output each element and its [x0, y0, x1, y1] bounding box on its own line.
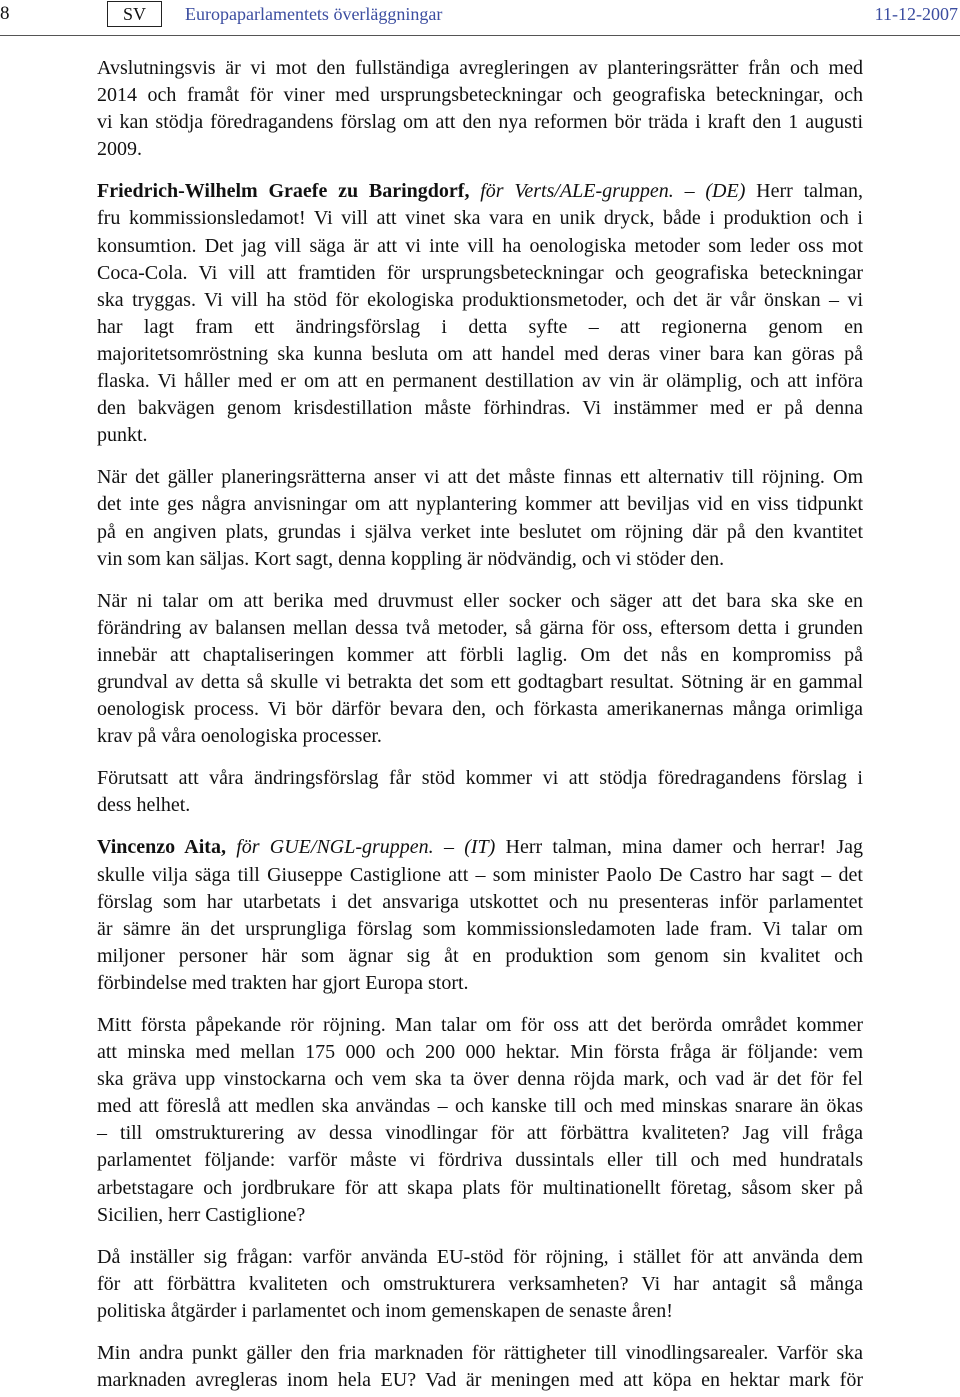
- text-line: det inte ges några anvisningar om att nyplantering kommer att beviljas vid en viss tidpunkt: [97, 493, 863, 516]
- political-group: för Verts/ALE-gruppen.: [480, 180, 674, 203]
- text-line: med att föreslå att medlen ska användas – och kanske till och med minskas snarare än ökas: [97, 1095, 863, 1118]
- text-line: innebär att chaptaliseringen kommer att förbli laglig. Om det nås en kompromiss på: [97, 643, 863, 666]
- text-line: arbetstagare och jordbrukare för att skapa plats för multinationellt företag, såsom sker på: [97, 1176, 863, 1199]
- text-line: ska gräva upp vinstockarna och vem ska ta över denna röjda mark, och vad är det för fel: [97, 1068, 863, 1091]
- paragraph: [97, 765, 863, 819]
- text-line: för att förbättra kvaliteten och omstrukturera verksamheten? Vi har antagit så många: [97, 1272, 863, 1295]
- text-line: punkt.: [97, 424, 148, 447]
- text-line: förbindelse med trakten har gjort Europa stort.: [97, 971, 469, 994]
- text-line: Då inställer sig frågan: varför använda EU-stöd för röjning, i stället för att använda dem: [97, 1245, 863, 1268]
- text-line: majoritetsomröstning ska kunna besluta om att handel med deras viner bara kan göras på: [97, 342, 863, 365]
- text-line: grundval av detta så skulle vi betrakta det som ett godtagbart resultat. Sötning är en gammal: [97, 670, 863, 693]
- text-line: förändring av balansen mellan dessa två metoder, så gärna för oss, eftersom detta i grunden: [97, 616, 863, 639]
- text-line: Sicilien, herr Castiglione?: [97, 1203, 306, 1226]
- document-date: 11-12-2007: [874, 4, 958, 24]
- language-code: (IT): [464, 836, 496, 859]
- document-body: [97, 55, 863, 1394]
- document-title: Europaparlamentets överläggningar: [185, 4, 443, 24]
- text-line: vi kan stödja föredragandens förslag om att den nya reformen bör träda i kraft den 1 augusti: [97, 111, 863, 134]
- speech-paragraph: [97, 834, 863, 997]
- text-line: miljoner personer här som ägnar sig åt en produktion som genom sin kvalitet och: [97, 944, 863, 967]
- text-line: Herr talman,: [756, 180, 863, 203]
- text-line: vin som kan säljas. Kort sagt, denna koppling är nödvändig, och vi stöder den.: [97, 547, 725, 570]
- text-line: Herr talman, mina damer och herrar! Jag: [505, 836, 863, 859]
- text-line: 2014 och framåt för viner med ursprungsbeteckningar och geografiska beteckningar, och: [97, 84, 863, 107]
- text-line: 2009.: [97, 138, 142, 161]
- text-line: Förutsatt att våra ändringsförslag får stöd kommer vi att stödja föredragandens förslag i: [97, 767, 863, 790]
- text-line: på en angiven plats, grundas i själva verket inte beslutet om röjning där på den kvantitet: [97, 520, 863, 543]
- language-badge: SV: [107, 1, 162, 27]
- text-line: fru kommissionsledamot! Vi vill att vinet ska vara en unik dryck, både i produktion och i: [97, 207, 863, 230]
- text-line: parlamentet följande: varför måste vi fördriva dussintals eller till och med hundratals: [97, 1149, 863, 1172]
- text-line: skulle vilja säga till Giuseppe Castiglione att – som minister Paolo De Castro har sagt – det: [97, 863, 863, 886]
- text-line: marknaden avregleras inom hela EU? Vad är meningen med att köpa en hektar mark för: [97, 1369, 863, 1392]
- paragraph: [97, 55, 863, 163]
- text-line: Coca-Cola. Vi vill att framtiden för ursprungsbeteckningar och geografiska beteckningar: [97, 261, 863, 284]
- text-line: oenologisk process. Vi bör därför bevara den, och förkasta amerikanernas många orimliga: [97, 698, 863, 721]
- paragraph: [97, 464, 863, 572]
- text-line: När det gäller planeringsrätterna anser vi att det måste finnas ett alternativ till röjning. Om: [97, 466, 863, 489]
- text-line: – till omstrukturering av dessa vinodlingar för att förbättra kvaliteten? Jag vill fråga: [97, 1122, 863, 1145]
- political-group: för GUE/NGL-gruppen.: [236, 836, 434, 859]
- text-line: Mitt första påpekande rör röjning. Man talar om för oss att det berörda området kommer: [97, 1014, 863, 1036]
- paragraph: [97, 1244, 863, 1325]
- text-line: Min andra punkt gäller den fria marknaden för rättigheter till vinodlingsarealer. Varför ska: [97, 1342, 863, 1365]
- text-line: politiska åtgärder i parlamentet och inom gemenskapen de senaste åren!: [97, 1299, 673, 1322]
- text-line: har lagt fram ett ändringsförslag i detta syfte – att regionerna genom en: [97, 315, 863, 338]
- text-line: konsumtion. Det jag vill säga är att vi inte vill ha oenologiska metoder som leder oss mot: [97, 234, 863, 257]
- text-line: är sämre än det ursprungliga förslag som kommissionsledamoten lade fram. Vi talar om: [97, 917, 863, 940]
- text-line: dess helhet.: [97, 794, 191, 817]
- page-number: 8: [0, 3, 10, 24]
- text-line: att minska med mellan 175 000 och 200 000 hektar. Min första fråga är följande: vem: [97, 1041, 863, 1064]
- paragraph: [97, 1012, 863, 1229]
- text-line: krav på våra oenologiska processer.: [97, 725, 382, 748]
- text-line: Avslutningsvis är vi mot den fullständiga avregleringen av planteringsrätter från och med: [97, 57, 863, 79]
- speech-intro-line: [97, 178, 863, 205]
- speech-intro-line: [97, 834, 863, 861]
- text-line: ska tryggas. Vi vill ha stöd för ekologiska produktionsmetoder, och det är vår önskan – vi: [97, 288, 863, 311]
- text-line: förslag som har utarbetats i det ansvariga utskottet och nu presenteras inför parlamentet: [97, 890, 863, 913]
- text-line: flaska. Vi håller med er om att en permanent destillation av vin är olämplig, och att införa: [97, 370, 863, 393]
- speaker-name: Vincenzo Aita,: [97, 836, 226, 859]
- paragraph: [97, 588, 863, 751]
- speech-paragraph: [97, 178, 863, 449]
- intro-dash: –: [443, 836, 454, 859]
- text-line: När ni talar om att berika med druvmust eller socker och säger att det bara ska ske en: [97, 589, 863, 612]
- intro-dash: –: [684, 180, 695, 203]
- speaker-name: Friedrich-Wilhelm Graefe zu Baringdorf,: [97, 180, 470, 203]
- page-header: [0, 0, 960, 36]
- paragraph: [97, 1340, 863, 1394]
- language-code: (DE): [705, 180, 746, 203]
- text-line: den bakvägen genom krisdestillation måste förhindras. Vi instämmer med er på denna: [97, 397, 863, 420]
